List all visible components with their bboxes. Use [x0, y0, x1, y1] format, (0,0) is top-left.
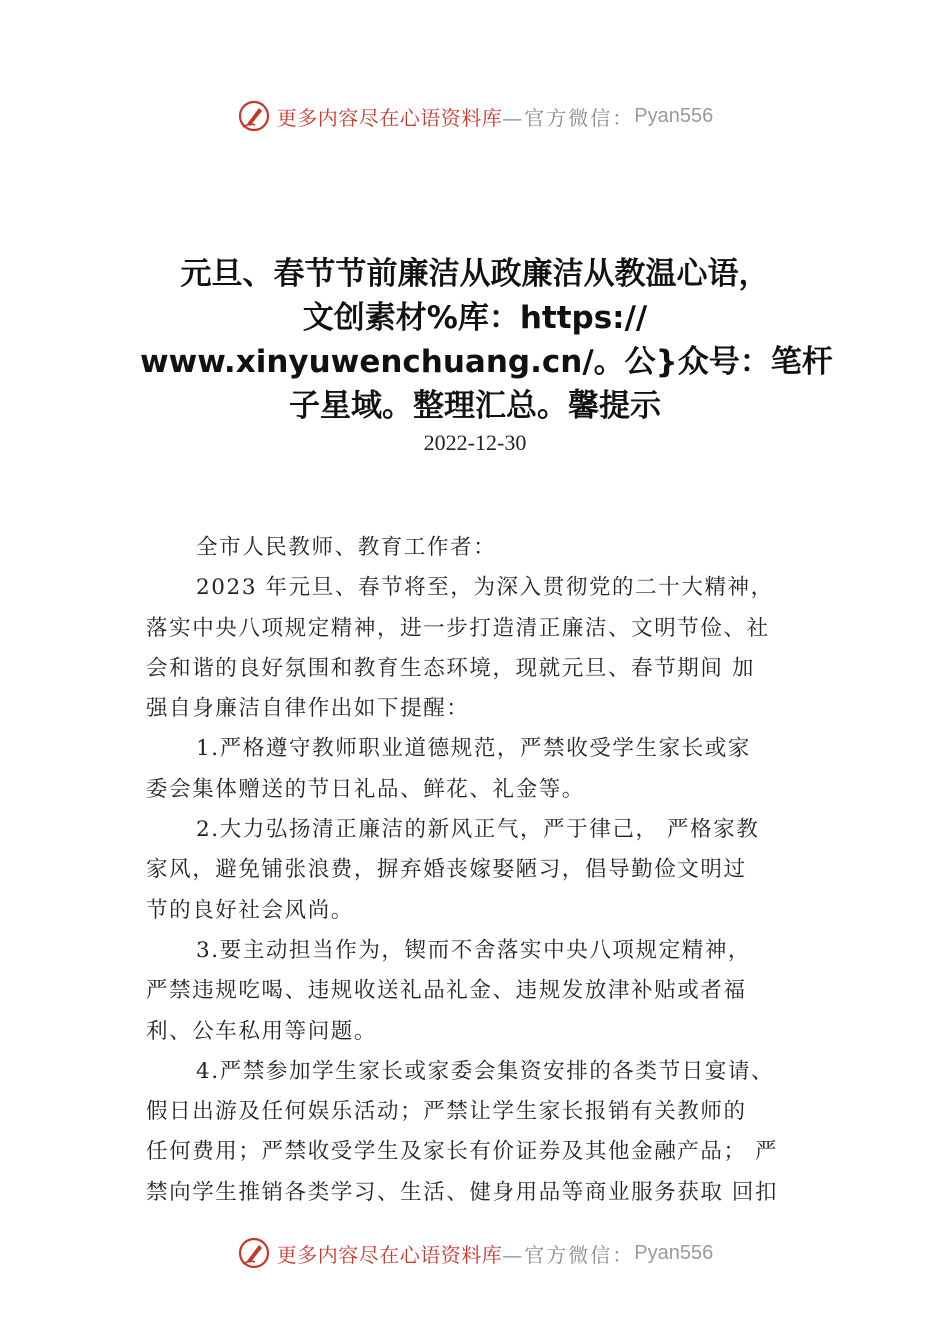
- body-line: 禁向学生推销各类学习、生活、健身用品等商业服务获取 回扣: [146, 1179, 779, 1205]
- body-line: 2.大力弘扬清正廉洁的新风正气，严于律己， 严格家教: [196, 817, 760, 843]
- footer-banner: [0, 1233, 950, 1273]
- banner-wechat-id: Pyan556: [634, 104, 714, 127]
- header-banner: [0, 96, 950, 136]
- title-line: www.xinyuwenchuang.cn/。公}众号：笔杆: [140, 344, 833, 380]
- body-line: 节的良好社会风尚。: [146, 897, 354, 923]
- body-line: 会和谐的良好氛围和教育生态环境，现就元旦、春节期间 加: [146, 655, 756, 681]
- body-line: 3.要主动担当作为，锲而不舍落实中央八项规定精神，: [196, 937, 752, 963]
- banner-red-text: 更多内容尽在心语资料库: [276, 105, 503, 130]
- banner-gray-text: —官方微信：: [502, 105, 635, 130]
- body-line: 强自身廉洁自律作出如下提醒：: [146, 696, 470, 722]
- body-line: 家风，避免铺张浪费，摒弃婚丧嫁娶陋习，倡导勤俭文明过: [146, 857, 747, 883]
- body-line: 落实中央八项规定精神，进一步打造清正廉洁、文明节俭、社: [146, 615, 770, 641]
- pen-logo-icon: [237, 99, 271, 133]
- document-date: 2022-12-30: [423, 430, 527, 455]
- banner-red-text: 更多内容尽在心语资料库: [276, 1242, 503, 1267]
- body-line: 4.严禁参加学生家长或家委会集资安排的各类节日宴请、: [196, 1058, 775, 1084]
- body-line: 严禁违规吃喝、违规收送礼品礼金、违规发放津补贴或者福: [146, 978, 747, 1004]
- salutation: 全市人民教师、教育工作者：: [196, 535, 497, 560]
- document-title: [140, 252, 833, 428]
- banner-gray-text: —官方微信：: [502, 1242, 635, 1267]
- body-line: 2023 年元旦、春节将至，为深入贯彻党的二十大精神，: [196, 575, 774, 601]
- document-body: [146, 528, 836, 1213]
- title-line: 子星域。整理汇总。馨提示: [289, 388, 661, 424]
- body-line: 1.严格遵守教师职业道德规范，严禁收受学生家长或家: [196, 736, 752, 762]
- title-line: 元旦、春节节前廉洁从政廉洁从教温心语，: [180, 256, 770, 292]
- body-line: 委会集体赠送的节日礼品、鲜花、礼金等。: [146, 776, 585, 802]
- title-line: 文创素材%库：https://: [302, 300, 648, 336]
- pen-logo-icon: [237, 1236, 271, 1270]
- body-line: 任何费用；严禁收受学生及家长有价证券及其他金融产品； 严: [146, 1139, 779, 1165]
- body-line: 假日出游及任何娱乐活动；严禁让学生家长报销有关教师的: [146, 1099, 747, 1125]
- body-line: 利、公车私用等问题。: [146, 1018, 378, 1044]
- banner-wechat-id: Pyan556: [634, 1241, 714, 1264]
